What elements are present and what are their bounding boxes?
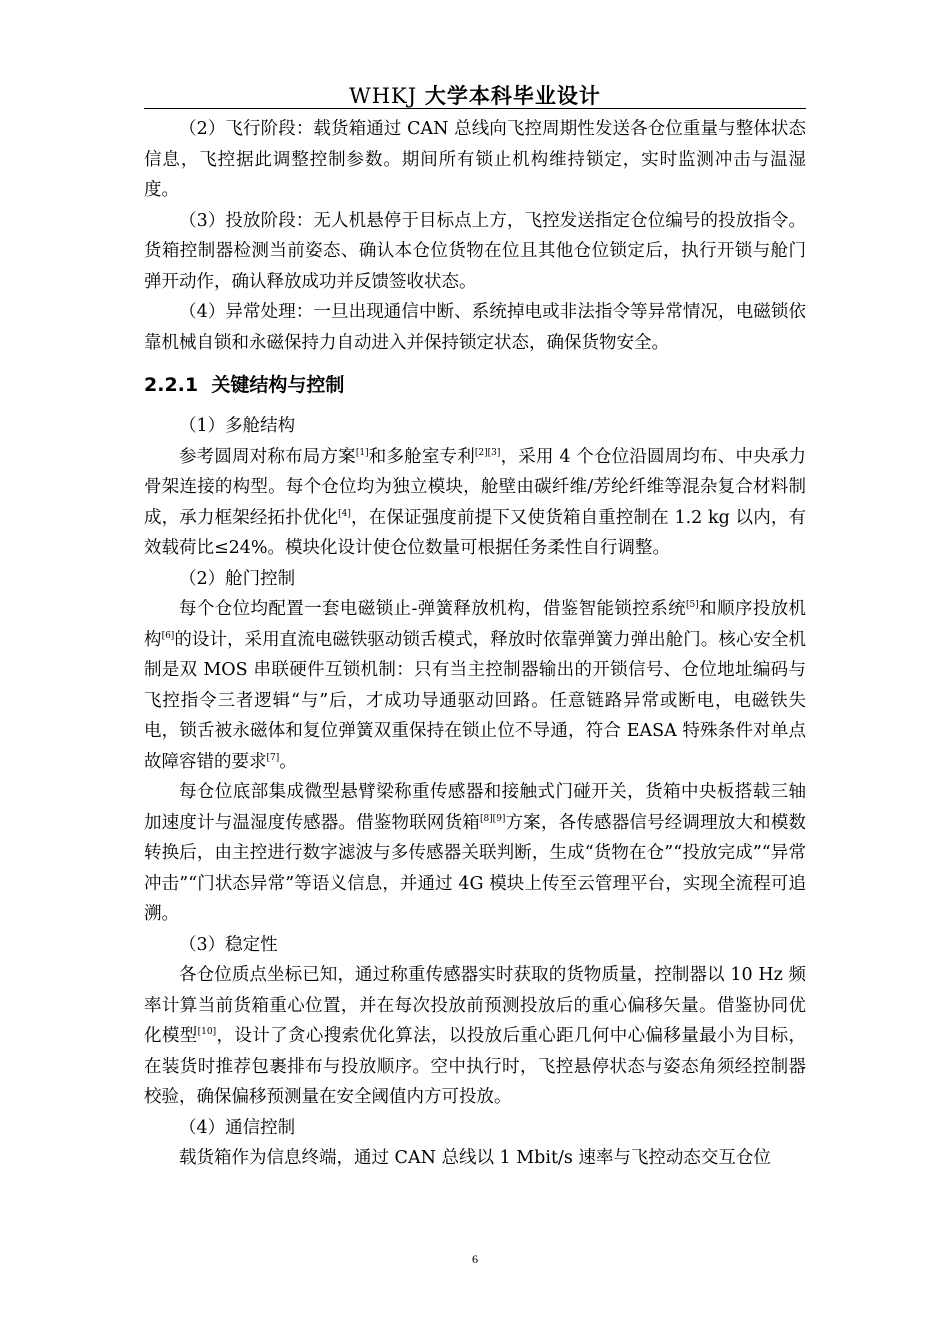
citation[interactable]: [7] xyxy=(266,752,280,763)
header-latin: WHKJ xyxy=(349,84,425,108)
citation[interactable]: [5] xyxy=(685,600,699,610)
header-rule xyxy=(144,108,806,109)
paragraph-door-control: 每个仓位均配置一套电磁锁止-弹簧释放机构，借鉴智能锁控系统[5]和顺序投放机构[6]的设计，采用直流电磁铁驱动锁舌模式，释放时依靠弹簧力弹出舱门。核心安全机制是双 MOS 串联硬件互锁机制：只有当主控制器输出的开锁信号、仓位地址编码与飞控指令三者逻辑“与”后，才成功导通驱动回路。任意链路异常或断电，电磁铁失电，锁舌被永磁体和复位弹簧双重保持在锁止位不导通，符合 EASA 特殊条件对单点故障容错的要求[7]。 xyxy=(144,599,807,772)
section-heading xyxy=(144,371,806,399)
subheading-stability: （3）稳定性 xyxy=(179,934,278,955)
subheading-door-control: （2）舱门控制 xyxy=(179,568,296,589)
page-number: 6 xyxy=(472,1252,478,1266)
paragraph-stability: 各仓位质点坐标已知，通过称重传感器实时获取的货物质量，控制器以 10 Hz 频率计算当前货箱重心位置，并在每次投放前预测投放后的重心偏移矢量。借鉴协同优化模型[10]，设计了贪心搜索优化算法，以投放后重心距几何中心偏移量最小为目标，在装货时推荐包裹排布与投放顺序。空中执行时，飞控悬停状态与姿态角须经控制器校验，确保偏移预测量在安全阈值内方可投放。 xyxy=(144,965,807,1107)
header-title: 大学本科毕业设计 xyxy=(424,83,601,108)
paragraph-multi-cabin: 参考圆周对称布局方案[1]和多舱室专利[2][3]，采用 4 个仓位沿圆周均布、中央承力骨架连接的构型。每个仓位均为独立模块，舱壁由碳纤维/芳纶纤维等混杂复合材料制成，承力框架经拓扑优化[4]，在保证强度前提下又使货箱自重控制在 1.2 kg 以内，有效载荷比≤24%。模块化设计使仓位数量可根据任务柔性自行调整。 xyxy=(144,446,806,558)
citation[interactable]: [2][3] xyxy=(474,447,501,458)
page-header xyxy=(144,80,806,110)
section-number: 2.2.1 xyxy=(144,374,199,396)
paragraph-communication: 载货箱作为信息终端，通过 CAN 总线以 1 Mbit/s 速率与飞控动态交互仓位 xyxy=(179,1148,771,1168)
citation[interactable]: [10] xyxy=(197,1027,217,1037)
paragraph-drop-stage: （3）投放阶段：无人机悬停于目标点上方，飞控发送指定仓位编号的投放指令。货箱控制器检测当前姿态、确认本仓位货物在位且其他仓位锁定后，执行开锁与舱门弹开动作，确认释放成功并反馈签收状态。 xyxy=(144,210,806,292)
document-body xyxy=(144,114,806,1174)
subheading-communication: （4）通信控制 xyxy=(179,1117,296,1138)
citation[interactable]: [1] xyxy=(355,447,369,458)
section-title: 关键结构与控制 xyxy=(211,374,345,396)
citation[interactable]: [4] xyxy=(338,508,351,519)
citation[interactable]: [6] xyxy=(161,630,175,641)
paragraph-sensors: 每仓位底部集成微型悬臂梁称重传感器和接触式门碰开关，货箱中央板搭载三轴加速度计与温湿度传感器。借鉴物联网货箱[8][9]方案，各传感器信号经调理放大和模数转换后，由主控进行数字滤波与多传感器关联判断，生成“货物在仓”“投放完成”“异常冲击”“门状态异常”等语义信息，并通过 4G 模块上传至云管理平台，实现全流程可追溯。 xyxy=(144,782,807,924)
paragraph-exception-handling: （4）异常处理：一旦出现通信中断、系统掉电或非法指令等异常情况，电磁锁依靠机械自锁和永磁保持力自动进入并保持锁定状态，确保货物安全。 xyxy=(144,302,806,353)
citation[interactable]: [8][9] xyxy=(479,813,506,824)
paragraph-flight-stage: （2）飞行阶段：载货箱通过 CAN 总线向飞控周期性发送各仓位重量与整体状态信息，飞控据此调整控制参数。期间所有锁止机构维持锁定，实时监测冲击与温湿度。 xyxy=(144,119,806,200)
subheading-multi-cabin: （1）多舱结构 xyxy=(179,416,296,436)
